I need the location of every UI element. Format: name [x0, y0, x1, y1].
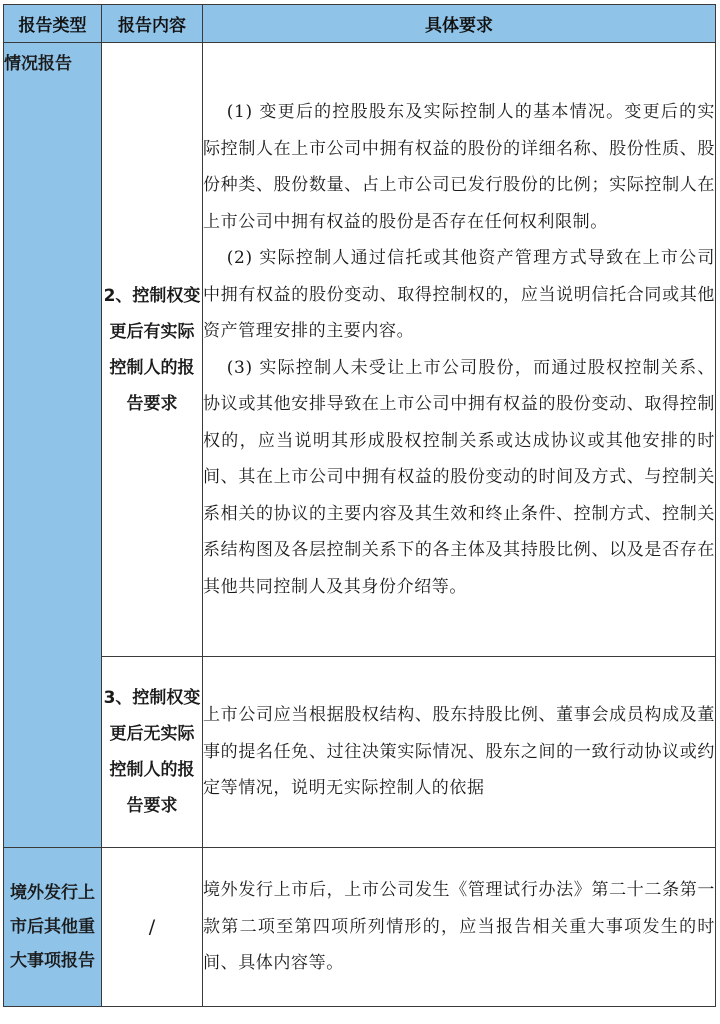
header-report-type: 报告类型	[4, 5, 102, 43]
row-requirement	[203, 848, 716, 1007]
requirement-paragraph: 上市公司应当根据股权结构、股东持股比例、董事会成员构成及董事的提名任免、过往决策实际情况、股东之间的一致行动协议或约定等情况，说明无实际控制人的依据	[203, 705, 715, 799]
row-report-type: 情况报告	[4, 43, 102, 848]
requirement-paragraph: (2) 实际控制人通过信托或其他资产管理方式导致在上市公司中拥有权益的股份变动、取得控制权的，应当说明信托合同或其他资产管理安排的主要内容。	[203, 248, 715, 341]
table-row	[4, 848, 716, 1007]
table-row	[4, 657, 716, 848]
row-requirement	[203, 43, 716, 657]
row-report-content: 2、控制权变更后有实际控制人的报告要求	[102, 43, 203, 657]
row-report-content: 3、控制权变更后无实际控制人的报告要求	[102, 657, 203, 848]
row-report-type: 境外发行上市后其他重大事项报告	[4, 848, 102, 1007]
report-requirements-table	[3, 4, 716, 1007]
row-report-content: /	[102, 848, 203, 1007]
header-requirement: 具体要求	[203, 5, 716, 43]
row-requirement	[203, 657, 716, 848]
header-report-content: 报告内容	[102, 5, 203, 43]
table-header-row	[4, 5, 716, 43]
requirement-paragraph: (3) 实际控制人未受让上市公司股份，而通过股权控制关系、协议或其他安排导致在上市公司中拥有权益的股份变动、取得控制权的，应当说明其形成股权控制关系或达成协议或其他安排的时间、其在上市公司中拥有权益的股份变动的时间及方式、与控制关系相关的协议的主要内容及其生效和终止条件、控制方式、控制关系结构图及各层控制关系下的各主体及其持股比例、以及是否存在其他共同控制人及其身份介绍等。	[203, 357, 715, 597]
requirement-paragraph: (1) 变更后的控股股东及实际控制人的基本情况。变更后的实际控制人在上市公司中拥有权益的股份的详细名称、股份性质、股份种类、股份数量、占上市公司已发行股份的比例；实际控制人在上市公司中拥有权益的股份是否存在任何权利限制。	[203, 102, 715, 232]
table-row	[4, 43, 716, 657]
requirement-paragraph: 境外发行上市后，上市公司发生《管理试行办法》第二十二条第一款第二项至第四项所列情形的，应当报告相关重大事项发生的时间、具体内容等。	[203, 880, 715, 974]
